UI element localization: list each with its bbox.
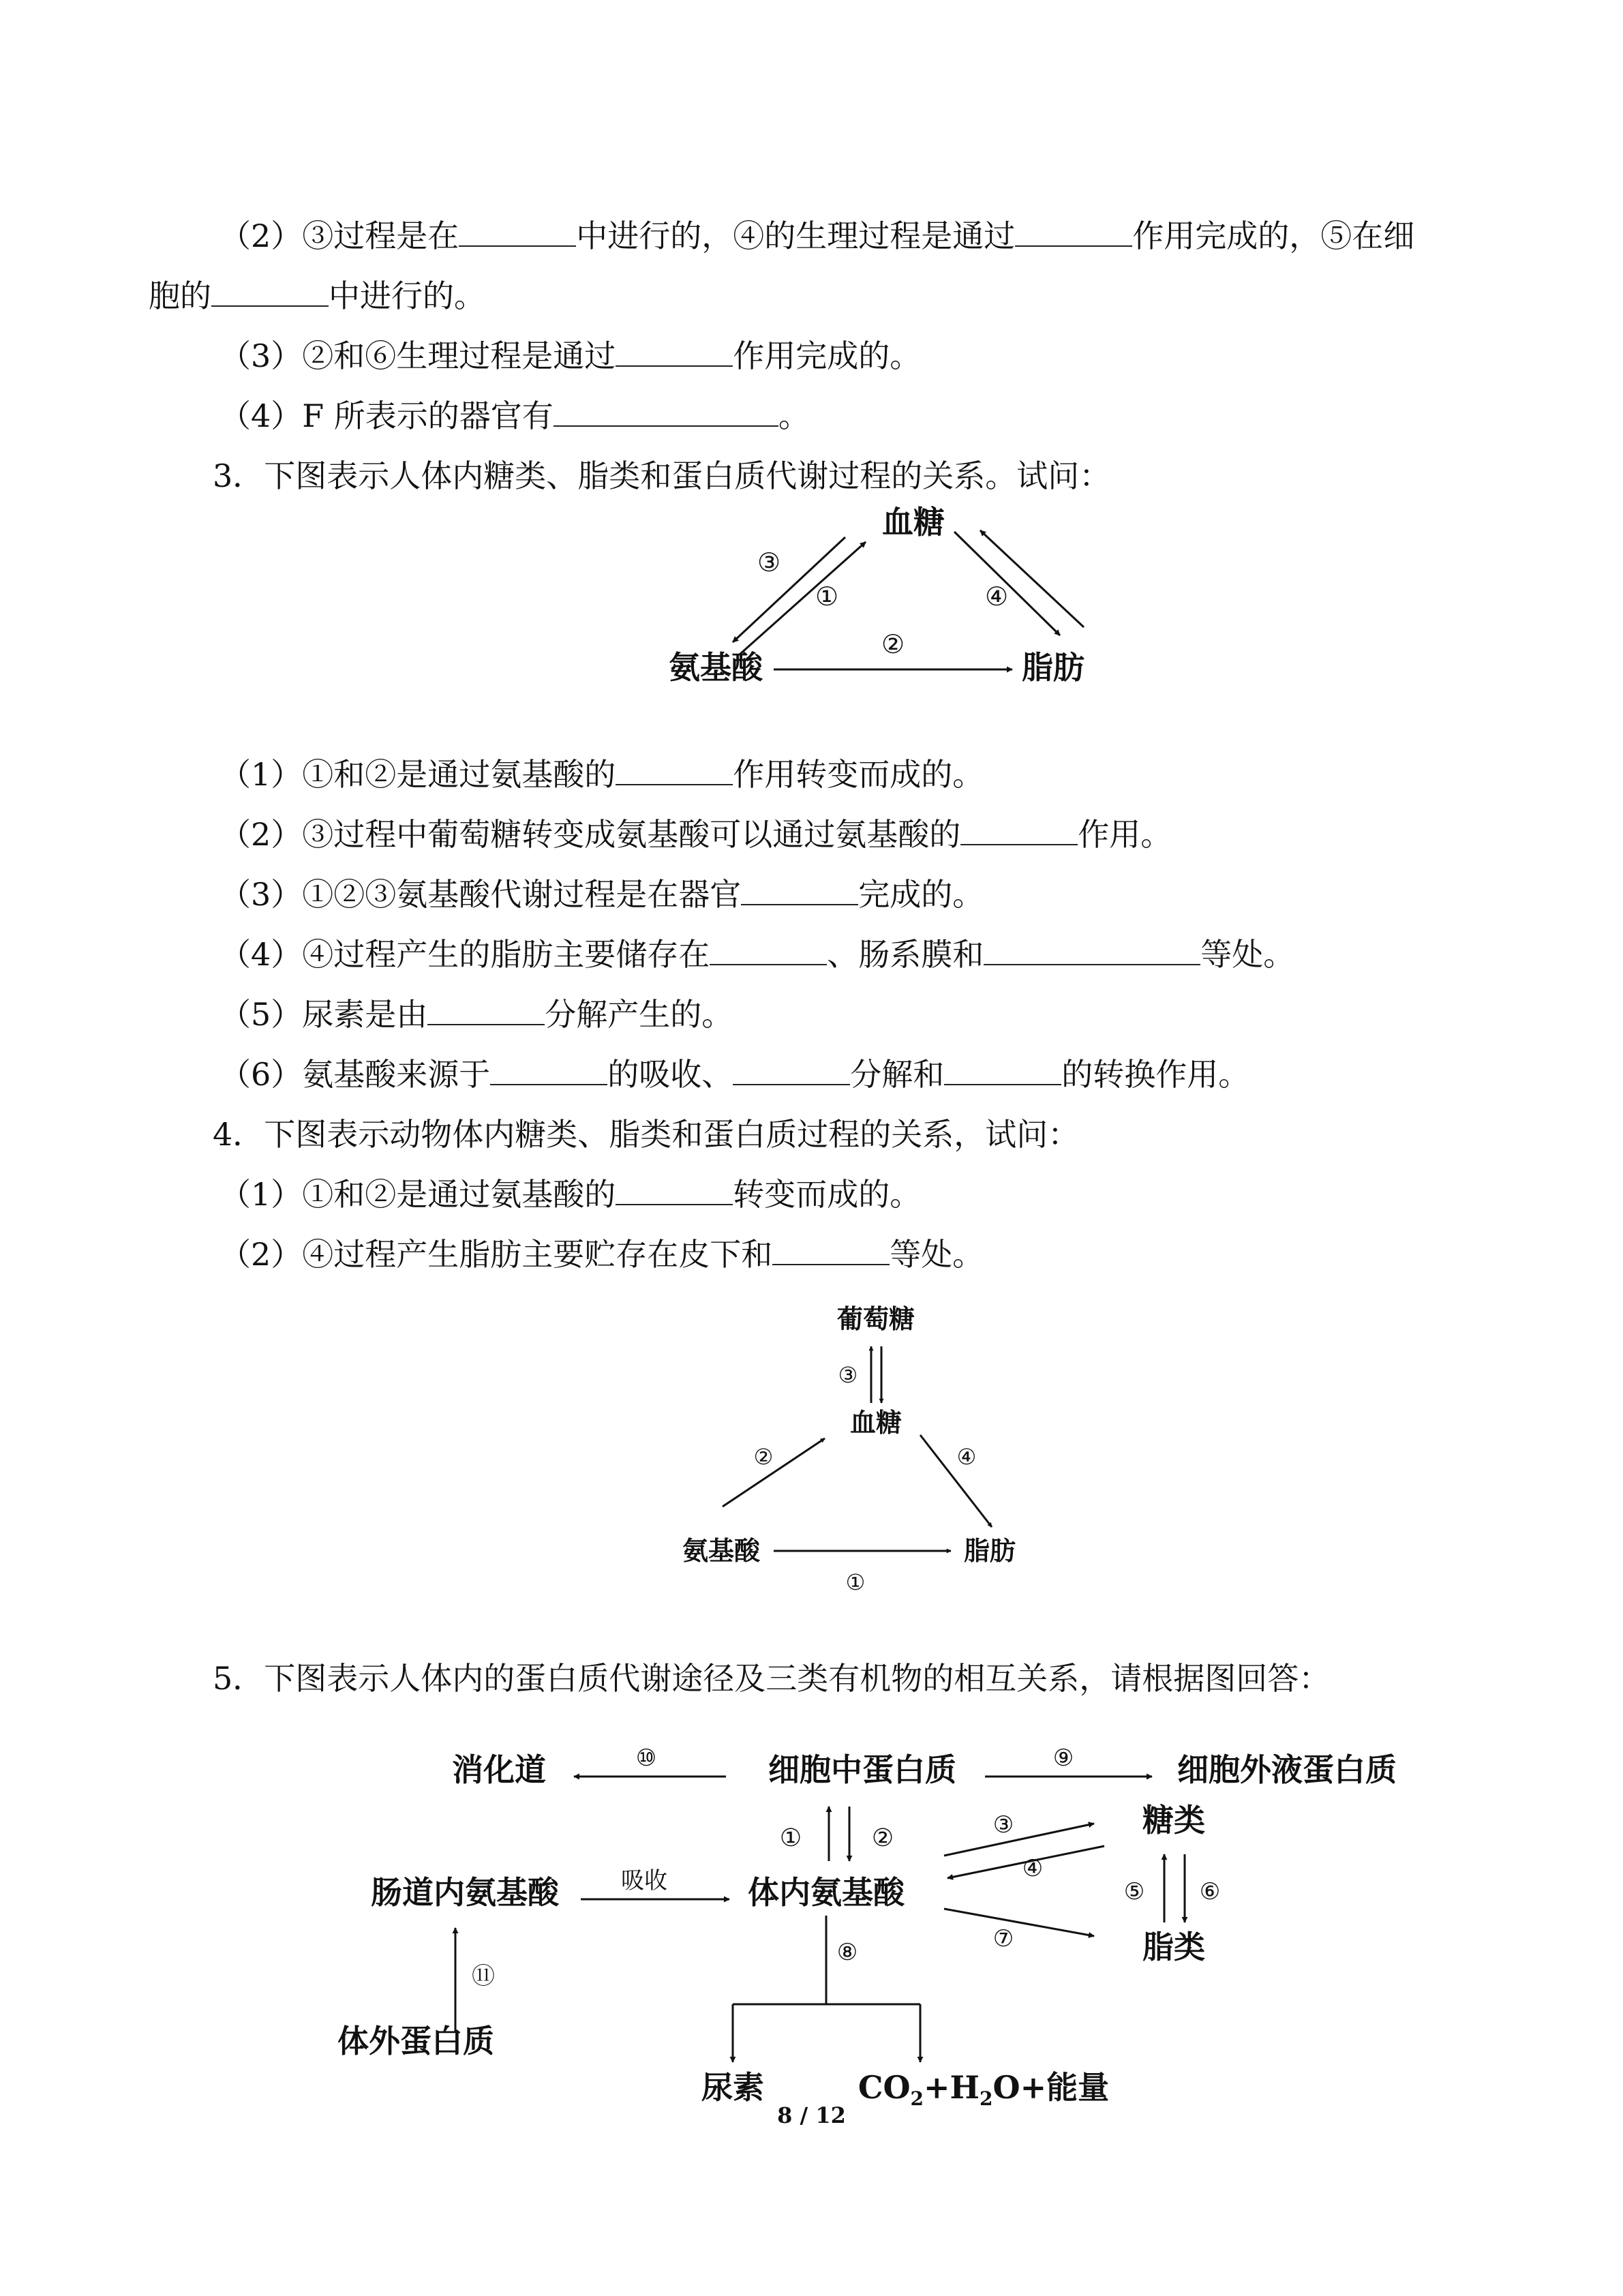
node-external-protein: 体外蛋白质 bbox=[337, 2023, 494, 2059]
q2-line-2: （2）③过程是在 中进行的，④的生理过程是通过 作用完成的，⑤在细 bbox=[219, 215, 1414, 256]
label-11: ⑪ bbox=[472, 1963, 495, 1990]
label-10: ⑩ bbox=[635, 1744, 657, 1772]
label-2: ② bbox=[881, 629, 905, 659]
blank[interactable] bbox=[944, 1054, 1061, 1085]
label-4: ④ bbox=[1022, 1855, 1044, 1882]
blank[interactable] bbox=[211, 275, 329, 307]
blank[interactable] bbox=[1015, 215, 1132, 247]
q2-line-4: （4）F 所表示的器官有 。 bbox=[219, 395, 810, 436]
blank[interactable] bbox=[490, 1054, 607, 1085]
label-7: ⑦ bbox=[992, 1925, 1014, 1952]
q4-part-1: （1）①和②是通过氨基酸的 转变而成的。 bbox=[219, 1174, 921, 1215]
q3-part-3: （3）①②③氨基酸代谢过程是在器官 完成的。 bbox=[219, 874, 984, 915]
node-gut-amino-acid: 肠道内氨基酸 bbox=[371, 1874, 559, 1911]
blank[interactable] bbox=[741, 874, 858, 905]
arrow-7 bbox=[944, 1909, 1094, 1936]
node-cell-protein: 细胞中蛋白质 bbox=[768, 1751, 956, 1788]
label-1: ① bbox=[779, 1824, 802, 1852]
node-amino-acid: 氨基酸 bbox=[669, 649, 763, 686]
node-urea: 尿素 bbox=[701, 2069, 764, 2106]
node-amino-acid: 氨基酸 bbox=[682, 1535, 761, 1566]
node-fat: 脂肪 bbox=[963, 1535, 1016, 1566]
page-number: 8 / 12 bbox=[777, 2102, 846, 2128]
label-5: ⑤ bbox=[1123, 1878, 1145, 1905]
label-6: ⑥ bbox=[1199, 1878, 1221, 1905]
arrow-4 bbox=[920, 1435, 992, 1527]
q4-part-2: （2）④过程产生脂肪主要贮存在皮下和 等处。 bbox=[219, 1234, 984, 1275]
label-9: ⑨ bbox=[1052, 1744, 1074, 1772]
q3-part-5: （5）尿素是由 分解产生的。 bbox=[219, 994, 733, 1035]
blank[interactable] bbox=[710, 934, 827, 965]
label-2: ② bbox=[871, 1824, 894, 1852]
label-8: ⑧ bbox=[836, 1939, 858, 1966]
node-blood-sugar: 血糖 bbox=[849, 1407, 902, 1438]
node-sugar: 糖类 bbox=[1142, 1802, 1205, 1839]
node-body-amino-acid: 体内氨基酸 bbox=[748, 1874, 905, 1911]
node-glucose: 葡萄糖 bbox=[836, 1303, 915, 1334]
blank[interactable] bbox=[733, 1054, 850, 1085]
blank[interactable] bbox=[616, 754, 733, 785]
q2-line-2-cont: 胞的 中进行的。 bbox=[149, 275, 485, 316]
arrow-2 bbox=[723, 1438, 825, 1507]
blank[interactable] bbox=[960, 814, 1078, 845]
arrow-4-up bbox=[980, 530, 1084, 627]
label-3: ③ bbox=[838, 1362, 858, 1388]
label-1: ① bbox=[815, 581, 839, 611]
blank[interactable] bbox=[984, 934, 1200, 965]
figure-4-diagram bbox=[0, 1282, 1623, 1595]
q3-part-1: （1）①和②是通过氨基酸的 作用转变而成的。 bbox=[219, 754, 984, 795]
blank[interactable] bbox=[427, 994, 545, 1025]
label-3: ③ bbox=[992, 1811, 1014, 1839]
blank[interactable] bbox=[616, 1174, 733, 1205]
question-4-title: 4．下图表示动物体内糖类、脂类和蛋白质过程的关系，试问： bbox=[213, 1116, 1080, 1153]
figure-5-diagram bbox=[0, 1725, 1623, 2134]
label-2: ② bbox=[753, 1444, 774, 1470]
node-fat: 脂肪 bbox=[1022, 649, 1084, 686]
q2-line-3: （3）②和⑥生理过程是通过 作用完成的。 bbox=[219, 335, 921, 376]
blank[interactable] bbox=[553, 395, 778, 427]
node-co2-h2o-energy: $CO_2+H_2O+$能量 bbox=[858, 2069, 1110, 2110]
label-4: ④ bbox=[984, 581, 1009, 611]
question-5-title: 5．下图表示人体内的蛋白质代谢途径及三类有机物的相互关系，请根据图回答： bbox=[213, 1660, 1331, 1697]
q3-part-6: （6）氨基酸来源于 的吸收、 分解和 的转换作用。 bbox=[219, 1054, 1249, 1095]
node-extracellular-protein: 细胞外液蛋白质 bbox=[1177, 1751, 1397, 1788]
figure-3-diagram bbox=[0, 491, 1623, 723]
node-fat: 脂类 bbox=[1142, 1929, 1205, 1965]
label-absorb: 吸收 bbox=[621, 1867, 667, 1894]
blank[interactable] bbox=[616, 335, 733, 367]
blank[interactable] bbox=[772, 1234, 890, 1265]
question-3-title: 3．下图表示人体内糖类、脂类和蛋白质代谢过程的关系。试问： bbox=[213, 457, 1111, 494]
label-3: ③ bbox=[757, 547, 781, 577]
label-1: ① bbox=[845, 1569, 866, 1595]
q3-part-2: （2）③过程中葡萄糖转变成氨基酸可以通过氨基酸的 作用。 bbox=[219, 814, 1172, 855]
arrow-3 bbox=[944, 1824, 1094, 1856]
label-4: ④ bbox=[956, 1444, 977, 1470]
blank[interactable] bbox=[459, 215, 576, 247]
q3-part-4: （4）④过程产生的脂肪主要储存在 、肠系膜和 等处。 bbox=[219, 934, 1294, 975]
node-blood-sugar: 血糖 bbox=[882, 504, 945, 541]
node-digestive-tract: 消化道 bbox=[452, 1751, 546, 1788]
